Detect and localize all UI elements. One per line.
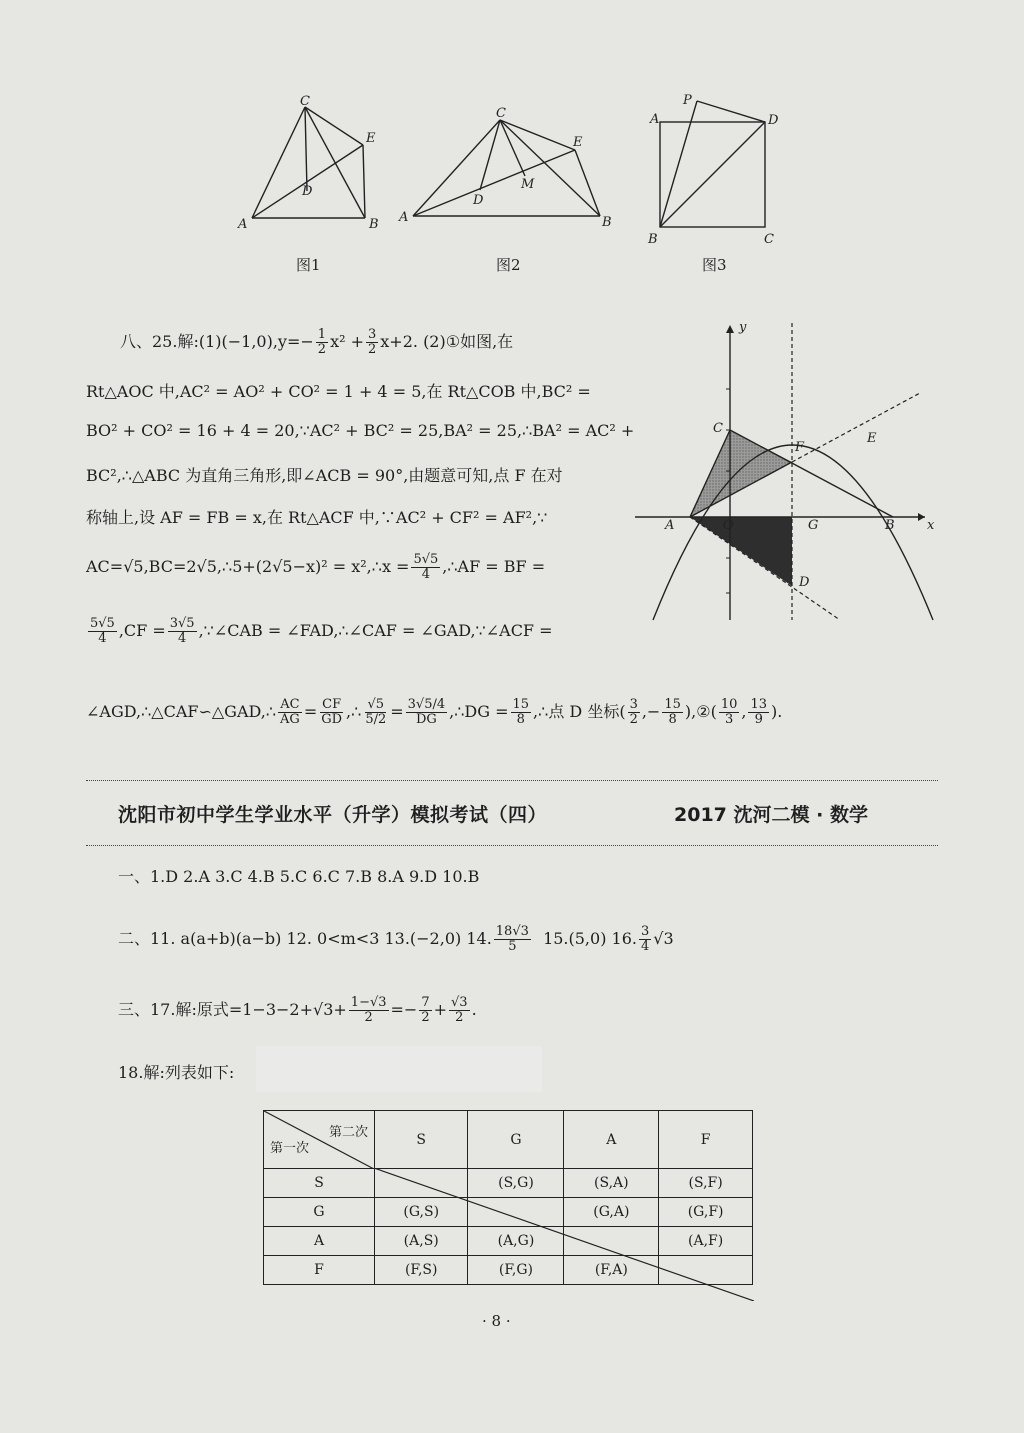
corner-bottom-label: 第一次: [270, 1141, 310, 1156]
table-cell: (S,F): [659, 1169, 753, 1198]
fig2-label-m: M: [521, 177, 535, 192]
table-cell: (S,G): [468, 1169, 564, 1198]
corner-top-label: 第二次: [328, 1125, 368, 1140]
graph-label-o: O: [723, 518, 734, 533]
table-cell: (S,A): [564, 1169, 659, 1198]
fig2-label-a: A: [399, 210, 409, 225]
answers-part-1: 一、1.D 2.A 3.C 4.B 5.C 6.C 7.B 8.A 9.D 10.B: [118, 867, 480, 886]
row-label: F: [264, 1256, 375, 1285]
table-cell: (F,A): [564, 1256, 659, 1285]
table-cell: (A,S): [375, 1227, 468, 1256]
row-label: A: [264, 1227, 375, 1256]
graph-label-f: F: [795, 440, 805, 455]
page-number: · 8 ·: [482, 1312, 511, 1330]
section-subtitle: 2017 沈河二模 · 数学: [674, 804, 868, 826]
graph-label-e: E: [867, 431, 877, 446]
question-18-intro: 18.解:列表如下:: [118, 1063, 235, 1082]
figure-3: [640, 90, 790, 250]
fig1-label-e: E: [366, 131, 376, 146]
fig2-label-c: C: [496, 106, 506, 121]
answers-part-2: 二、11. a(a+b)(a−b) 12. 0<m<3 13.(−2,0) 14. $\frac{18√3}{5}$ 15.(5,0) 16. $\frac{3}{4}$ √3: [118, 924, 674, 954]
p25-line-7: $\frac{5√5}{4}$ ,CF = $\frac{3√5}{4}$ ,∵∠CAB = ∠FAD,∴∠CAF = ∠GAD,∵∠ACF =: [90, 616, 553, 646]
table-cell: (G,S): [375, 1198, 468, 1227]
graph-label-d: D: [799, 575, 810, 590]
table-cell: (G,F): [659, 1198, 753, 1227]
p25-line-4: BC²,∴△ABC 为直角三角形,即∠ACB = 90°,由题意可知,点 F 在对: [86, 466, 563, 485]
p25-line-8: ∠AGD,∴△CAF∽△GAD,∴ $\frac{AC}{AG}$ = $\frac{CF}{GD}$ ,∴ $\frac{√5}{5/2}$ = $\frac{3√5/4}{DG}$ ,∴DG = $\frac{15}{8}$ ,∴点 D 坐标( $\frac{3}{2}$ ,− $\frac{15}{8}$ ),②( $\frac{10}{3}$ , $\frac{13}{9}$ ).: [86, 697, 783, 727]
figure-2-caption: 图2: [496, 256, 521, 274]
graph-label-b: B: [885, 518, 895, 533]
table-diagonal: [374, 1168, 754, 1301]
graph-label-g: G: [808, 518, 819, 533]
p25-line-3: BO² + CO² = 16 + 4 = 20,∵AC² + BC² = 25,BA² = 25,∴BA² = AC² +: [86, 421, 635, 440]
table-cell: (F,G): [468, 1256, 564, 1285]
table-header-row: [264, 1111, 753, 1169]
table-cell: (G,A): [564, 1198, 659, 1227]
fig3-label-c: C: [764, 232, 774, 247]
figure-1: [230, 95, 390, 235]
table-header-s: S: [375, 1111, 468, 1169]
figure-1-caption: 图1: [296, 256, 321, 274]
graph-label-y: y: [739, 320, 747, 335]
answers-part-3: 三、17.解:原式=1−3−2+√3+ $\frac{1-√3}{2}$ =− $\frac{7}{2}$ + $\frac{√3}{2}$ .: [118, 995, 477, 1025]
fig2-label-d: D: [473, 193, 484, 208]
fig3-label-d: D: [768, 113, 779, 128]
figure-3-caption: 图3: [702, 256, 727, 274]
table-header-g: G: [468, 1111, 564, 1169]
graph-label-c: C: [713, 421, 723, 436]
table-corner-cell: [264, 1111, 375, 1169]
table-header-f: F: [659, 1111, 753, 1169]
section-title: 沈阳市初中学生学业水平（升学）模拟考试（四）: [118, 804, 548, 826]
figure-2: [395, 100, 620, 230]
fig3-label-p: P: [683, 93, 692, 108]
table-cell: (A,G): [468, 1227, 564, 1256]
row-label: G: [264, 1198, 375, 1227]
table-header-a: A: [564, 1111, 659, 1169]
p25-line-1: 八、25.解:(1)(−1,0),y=− $\frac{1}{2}$ x² + $\frac{3}{2}$ x+2. (2)①如图,在: [120, 327, 514, 357]
p25-line-6: AC=√5,BC=2√5,∴5+(2√5−x)² = x²,∴x = $\frac{5√5}{4}$ ,∴AF = BF =: [86, 552, 546, 582]
separator-top: [86, 780, 938, 781]
fig3-label-b: B: [648, 232, 658, 247]
graph-label-x: x: [927, 518, 935, 533]
fig1-label-b: B: [369, 217, 379, 232]
fig1-label-c: C: [300, 95, 310, 109]
separator-bottom: [86, 845, 938, 846]
fig2-label-e: E: [573, 135, 583, 150]
p25-line-5: 称轴上,设 AF = FB = x,在 Rt△ACF 中,∵AC² + CF² = AF²,∵: [86, 508, 548, 527]
fig2-label-b: B: [602, 215, 612, 230]
blank-box: [256, 1046, 542, 1092]
fig1-label-d: D: [302, 184, 313, 199]
table-cell: (F,S): [375, 1256, 468, 1285]
coordinate-graph: [625, 315, 940, 625]
table-cell: (A,F): [659, 1227, 753, 1256]
graph-label-a: A: [665, 518, 675, 533]
fig3-label-a: A: [650, 112, 660, 127]
row-label: S: [264, 1169, 375, 1198]
p25-line-2: Rt△AOC 中,AC² = AO² + CO² = 1 + 4 = 5,在 Rt△COB 中,BC² =: [86, 382, 591, 401]
fig1-label-a: A: [238, 217, 248, 232]
